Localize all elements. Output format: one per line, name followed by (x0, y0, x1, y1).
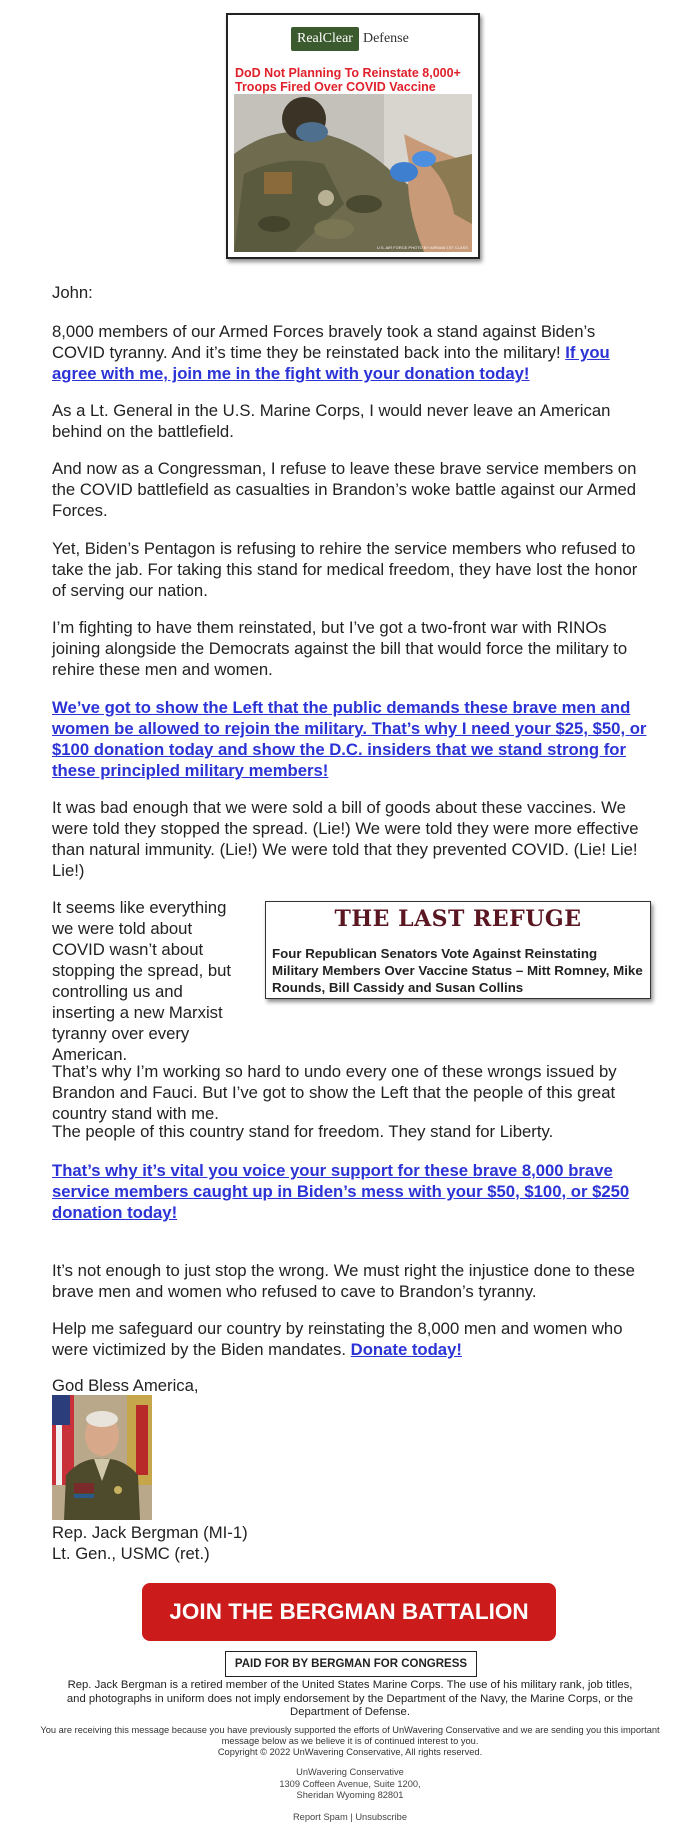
paragraph-1-text: 8,000 members of our Armed Forces bravely took a stand against Biden’s COVID tyranny. And it’s time they be reinstated back into the military! (52, 322, 596, 362)
signature (52, 1522, 652, 1564)
paragraph-13 (52, 1318, 652, 1360)
donate-link-1[interactable]: If you agree with me, join me in the fight with your donation today! (52, 343, 610, 383)
paragraph-6 (52, 697, 652, 781)
signoff (52, 1375, 652, 1396)
paragraph-8-text: It seems like everything we were told about COVID wasn’t about stopping the spread, but controlling us and inserting a new Marxist tyranny over every American. (52, 898, 232, 1064)
paragraph-2 (52, 400, 652, 442)
paragraph-2-text: As a Lt. General in the U.S. Marine Corps, I would never leave an American behind on the battlefield. (52, 401, 611, 441)
paragraph-9 (52, 1061, 652, 1124)
signature-name: Rep. Jack Bergman (MI-1) (52, 1523, 248, 1542)
paragraph-5-text: I’m fighting to have them reinstated, but I’ve got a two-front war with RINOs joining alongside the Democrats against the bill that would force the military to rehire these men and women. (52, 618, 628, 679)
military-disclaimer: Rep. Jack Bergman is a retired member of the United States Marine Corps. The use of his military rank, job titles, and photographs in uniform does not imply endorsement by the Department of the Navy, the Marine Corps, or the Department of Defense. (66, 1679, 634, 1718)
paragraph-10 (52, 1121, 652, 1142)
footer-links (0, 1812, 700, 1822)
paragraph-11 (52, 1160, 652, 1223)
paragraph-3-text: And now as a Congressman, I refuse to leave these brave service members on the COVID battlefield as casualties in Brandon’s woke battle against our Armed Forces. (52, 459, 637, 520)
paid-for-box: PAID FOR BY BERGMAN FOR CONGRESS (225, 1651, 477, 1677)
footer-separator: | (350, 1812, 353, 1822)
article-headline: DoD Not Planning To Reinstate 8,000+ Troops Fired Over COVID Vaccine (235, 66, 461, 94)
greeting (52, 282, 652, 303)
paragraph-5 (52, 617, 652, 680)
paragraph-4-text: Yet, Biden’s Pentagon is refusing to rehire the service members who refused to take the jab. For taking this stand for medical freedom, they have lost the honor of serving our nation. (52, 539, 638, 600)
paragraph-7 (52, 797, 652, 881)
mailing-address (0, 1767, 700, 1802)
greeting-text: John: (52, 283, 93, 302)
signature-title: Lt. Gen., USMC (ret.) (52, 1544, 210, 1563)
org-name: UnWavering Conservative (296, 1767, 404, 1777)
paragraph-4 (52, 538, 652, 601)
paragraph-7-text: It was bad enough that we were sold a bill of goods about these vaccines. We were told they stopped the spread. (Lie!) We were told they were more effective than natural immunity. (Lie!) We were told that they prevented COVID. (Lie! Lie! Lie!) (52, 798, 639, 880)
notice-text: You are receiving this message because you have previously supported the efforts of UnWavering Conservative and we are sending you this important message below as we believe it is of continued interest to you. (40, 1725, 660, 1746)
paragraph-13-text: Help me safeguard our country by reinstating the 8,000 men and women who were victimized by the Biden mandates. (52, 1319, 623, 1359)
paragraph-10-text: The people of this country stand for freedom. They stand for Liberty. (52, 1122, 554, 1141)
paragraph-12-text: It’s not enough to just stop the wrong. We must right the injustice done to these brave men and women who refused to cave to Brandon’s tyranny. (52, 1261, 635, 1301)
street-address: 1309 Coffeen Avenue, Suite 1200, (279, 1778, 421, 1789)
paragraph-12 (52, 1260, 652, 1302)
article-card[interactable] (226, 13, 480, 259)
logo-text: Defense (362, 31, 409, 46)
subscription-notice (40, 1725, 660, 1758)
soldier-vaccination-photo (234, 94, 472, 252)
report-spam-link[interactable]: Report Spam (292, 1812, 348, 1822)
paragraph-3 (52, 458, 652, 521)
donate-today-link[interactable]: Donate today! (350, 1340, 462, 1359)
last-refuge-card[interactable] (265, 901, 651, 999)
bergman-portrait-photo (52, 1395, 152, 1520)
logo-box: RealClear (291, 27, 359, 51)
last-refuge-title: THE LAST REFUGE (334, 906, 582, 932)
unsubscribe-link[interactable]: Unsubscribe (355, 1812, 408, 1822)
photo-caption: U.S. AIR FORCE PHOTO BY AIRMAN 1ST CLASS (376, 245, 468, 250)
signoff-text: God Bless America, (52, 1376, 199, 1395)
donate-link-3[interactable]: That’s why it’s vital you voice your support for these brave 8,000 brave service members caught up in Biden’s mess with your $50, $100, or $250 donation today! (52, 1161, 630, 1222)
copyright-text: Copyright © 2022 UnWavering Conservative, All rights reserved. (217, 1747, 483, 1757)
realclear-defense-logo (291, 27, 409, 51)
paragraph-1 (52, 321, 652, 384)
donate-link-2[interactable]: We’ve got to show the Left that the public demands these brave men and women be allowed to rejoin the military. That’s why I need your $25, $50, or $100 donation today and show the D.C. insiders that we stand strong for these principled military members! (52, 698, 647, 780)
paragraph-8 (52, 897, 242, 1065)
city-state: Sheridan Wyoming 82801 (296, 1790, 404, 1800)
join-battalion-button[interactable]: JOIN THE BERGMAN BATTALION (142, 1583, 556, 1641)
paragraph-9-text: That’s why I’m working so hard to undo every one of these wrongs issued by Brandon and Fauci. But I’ve got to show the Left that the people of this great country stand with me. (52, 1062, 617, 1123)
last-refuge-headline: Four Republican Senators Vote Against Reinstating Military Members Over Vaccine Status – Mitt Romney, Mike Rounds, Bill Cassidy and Susan Collins (272, 946, 643, 995)
